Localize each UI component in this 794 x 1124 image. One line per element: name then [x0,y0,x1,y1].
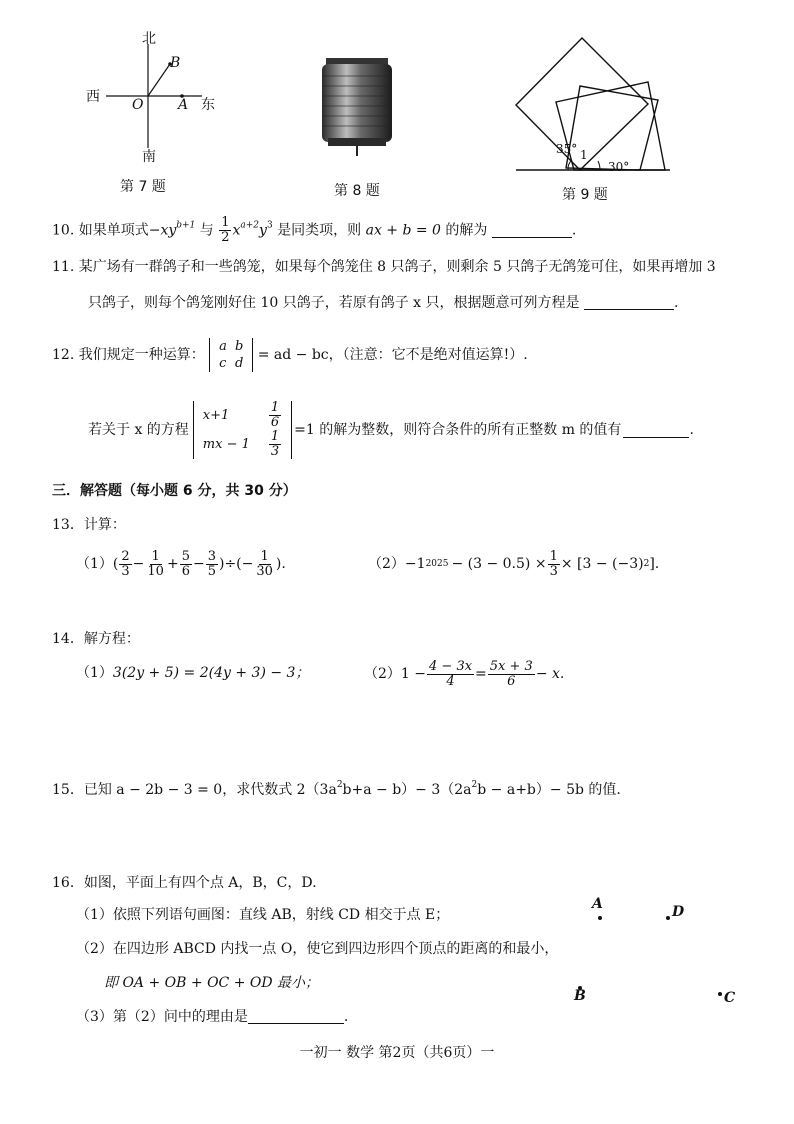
q10-exp1: b+1 [176,220,196,231]
question-11-line2: 只鸽子，则每个鸽笼刚好住 10 只鸽子，若原有鸽子 x 只，根据题意可列方程是 . [88,295,679,311]
q13-frac-2 [145,550,166,579]
q15-number: 15． [52,782,84,798]
q12-text-1: 我们规定一种运算： [78,347,205,363]
q11-answer-blank[interactable] [584,295,674,310]
q13-p2-den: 3 [549,563,558,579]
point-a-label: A [178,97,189,113]
q11-number: 11. [52,259,75,275]
q15-text-b: b+a − b）− 3（2a [342,782,472,798]
q14-p2-frac1 [427,660,474,689]
q14-f2-num: 5x + 3 [489,658,533,674]
q16-step-2: （2）在四边形 ABCD 内找一点 O，使它到四边形四个顶点的距离的和最小， [76,941,559,957]
q16-number: 16． [52,875,84,891]
point-b-label: B [170,55,181,71]
q13-p2-a: −1 [404,556,426,572]
q13-p2-label: （2） [368,556,405,572]
q10-text-4: 的解为 [445,222,488,239]
q14-p1-label: （1） [76,665,113,681]
section-3-title: 三．解答题（每小题 6 分，共 30 分） [52,483,297,499]
q13-op-2: + [166,556,179,572]
m22 [269,430,281,459]
q13-op-4: )÷(− [218,556,254,572]
q13-p2-e: ]. [649,556,660,572]
q13-p2-b: − (3 − 0.5) × [451,556,547,572]
q16-step-3: （3）第（2）问中的理由是 . [76,1009,349,1025]
q13-p2-c: × [3 − (−3) [560,556,644,572]
q13-f1-den: 3 [121,563,130,579]
question-11 [52,258,716,276]
q16-answer-blank[interactable] [248,1009,344,1024]
q13-f4-num: 3 [207,548,216,564]
q12-text-3: 若关于 x 的方程 [88,422,189,438]
det-a: a [219,339,227,354]
q14-p2-frac2 [488,660,535,689]
q15-sq-1: 2 [336,780,343,790]
question-10: 10. 如果单项式$-xy^{b+1}$ 与 $\frac{1}{2}$ $x^{a+2}y^3$ 是同类项，则 ax + b = 0 的解为 . [52,215,577,245]
point-d-label: D [672,904,685,920]
q13-part-2 [368,546,659,582]
m11: x+1 [202,408,230,423]
q10-expr2b: y [259,222,267,239]
point-b-label: B [574,988,586,1004]
q10-number: 10. [52,222,75,239]
q10-text-3: 是同类项，则 [277,222,362,239]
q10-frac-num: 1 [221,215,230,230]
q14-p2-a: 1 − [400,666,427,682]
question-14: 14．解方程： [52,631,140,647]
q15-sq-2: 2 [471,780,478,790]
q14-p2-b: − x. [535,666,565,682]
det-d: d [234,356,244,371]
q13-part-1 [76,546,286,582]
q10-expr1: −xy [148,222,177,239]
det-b: b [234,339,244,354]
m12-num: 1 [270,400,280,415]
q16-points-diagram [560,890,750,1020]
q10-text-1: 如果单项式 [78,222,149,239]
q11-line-2: 只鸽子，则每个鸽笼刚好住 10 只鸽子，若原有鸽子 x 只，根据题意可列方程是 [88,295,580,311]
q16-step-3-text: （3）第（2）问中的理由是 [76,1009,248,1025]
q14-part-1 [76,664,309,682]
q13-frac-4 [206,550,218,579]
q10-text-2: 与 [199,222,214,239]
east-label: 东 [201,97,215,113]
q12-number: 12. [52,347,75,363]
q13-f3-num: 5 [181,548,190,564]
q10-frac-den: 2 [221,230,230,245]
west-label: 西 [86,89,100,105]
q12-determinant [209,338,253,372]
q13-p2-exp: 2025 [425,559,449,569]
q16-step-1: （1）依照下列语句画图：直线 AB，射线 CD 相交于点 E； [76,907,450,923]
q13-paren-close: ). [275,556,286,572]
m12-den: 6 [270,415,280,430]
page-footer: 一初一 数学 第2页（共6页）一 [299,1045,495,1061]
q12-text-2: = ad − bc，（注意：它不是绝对值运算!）. [257,347,528,363]
figure-7 [80,28,220,198]
q14-p2-label: （2） [364,666,401,682]
q14-p1-equation: 3(2y + 5) = 2(4y + 3) − 3； [112,665,310,681]
q12-text-4: =1 的解为整数，则符合条件的所有正整数 m 的值有 [294,422,622,438]
angle-1-label: 1 [580,148,588,162]
question-13: 13．计算： [52,517,126,533]
q13-op-1: − [132,556,145,572]
north-label: 北 [142,31,156,47]
point-d-dot [666,916,670,920]
q13-paren-open: ( [112,556,119,572]
q12-matrix [193,401,292,459]
lantern-image [308,50,428,158]
q13-frac-5 [254,550,275,579]
point-a-label: A [592,896,603,912]
m21: mx − 1 [202,437,250,452]
q13-frac-1 [119,550,131,579]
figure-9 [508,20,678,202]
q10-answer-blank[interactable] [492,223,572,238]
q10-expr2a: x [232,222,241,239]
q15-text-c: b − a+b）− 5b 的值. [477,782,621,798]
q13-f2-num: 1 [151,548,160,564]
q16-step-2b: 即 OA + OB + OC + OD 最小； [104,975,320,991]
q13-op-3: − [192,556,205,572]
q12-answer-blank[interactable] [623,423,689,438]
q10-equation: ax + b = 0 [365,222,441,239]
det-c: c [219,356,227,371]
point-a-dot [598,916,602,920]
q13-p2-frac [548,550,560,579]
q11-line-1: 某广场有一群鸽子和一些鸽笼，如果每个鸽笼住 8 只鸽子，则剩余 5 只鸽子无鸽笼可住，如果再增加 3 [78,259,716,275]
q13-f4-den: 5 [207,563,216,579]
figure-8 [300,50,430,200]
figure-8-caption: 第 8 题 [334,183,380,199]
question-15 [52,776,621,799]
q16-intro: 如图，平面上有四个点 A，B，C，D. [83,875,317,891]
q14-f1-num: 4 − 3x [429,658,473,674]
m12 [269,401,281,430]
q13-f3-den: 6 [181,563,190,579]
figure-7-caption: 第 7 题 [120,179,166,195]
q13-frac-3 [180,550,192,579]
q10-exp3: 3 [266,220,273,231]
point-c-dot [718,992,722,996]
squares-diagram [508,20,678,180]
q13-p1-label: （1） [76,556,113,572]
question-16 [52,874,317,892]
south-label: 南 [142,149,156,165]
question-12-equation: 若关于 x 的方程 x+1 $\frac{1}{6}$ mx − 1 $\frac{1}{3}$ =1 的解为整数，则符合条件的所有正整数 m 的值有 . [88,400,694,459]
origin-label: O [132,97,144,113]
question-12 [52,338,528,372]
q10-exp2: a+2 [240,220,260,231]
m22-den: 3 [270,444,280,459]
angle-30-label: 30° [608,160,630,174]
q10-fraction [219,216,231,245]
q14-p2-eq: = [475,666,487,682]
q14-part-2 [364,656,564,692]
point-c-label: C [724,990,736,1006]
q13-f1-num: 2 [121,548,130,564]
q13-f5-den: 30 [256,563,273,579]
q13-p2-exp2: 2 [643,559,650,569]
q15-text-a: 已知 a − 2b − 3 = 0，求代数式 2（3a [83,782,337,798]
angle-35-label: 35° [556,142,578,156]
q13-f5-num: 1 [260,548,269,564]
m22-num: 1 [270,429,280,444]
q13-f2-den: 10 [147,563,164,579]
q14-f2-den: 6 [507,673,516,689]
q13-p2-num: 1 [549,548,558,564]
figure-9-caption: 第 9 题 [562,187,608,203]
q14-f1-den: 4 [446,673,455,689]
